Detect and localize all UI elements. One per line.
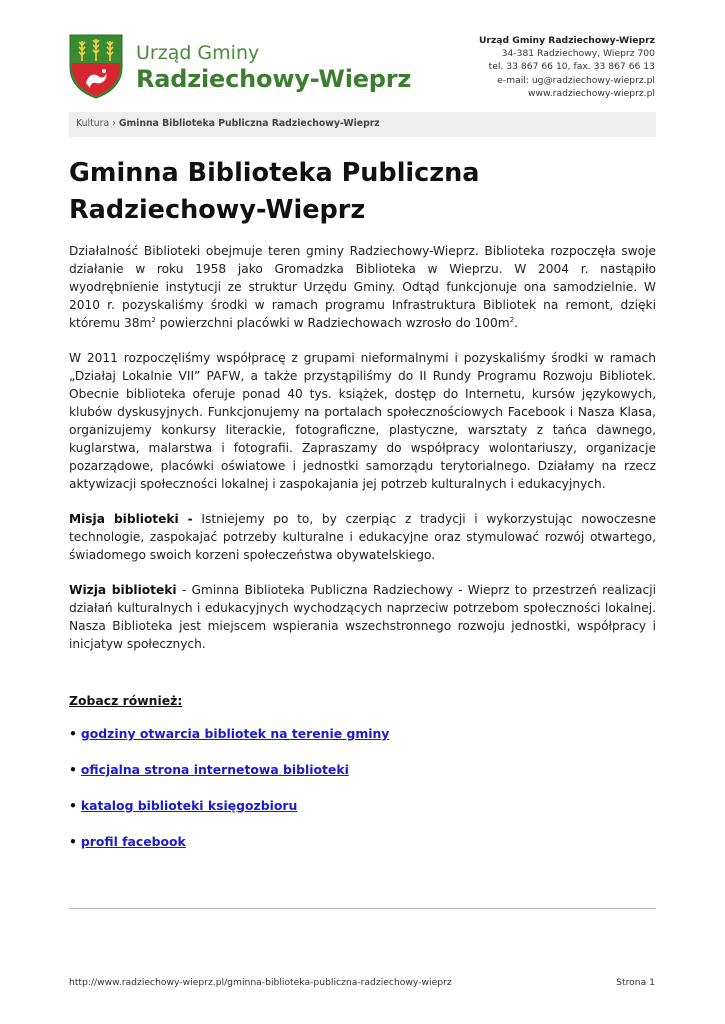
link-library-catalog[interactable]: katalog biblioteki księgozbioru bbox=[80, 798, 298, 813]
list-item bbox=[69, 762, 656, 798]
brand-name bbox=[136, 42, 411, 94]
brand-line-2: Radziechowy-Wieprz bbox=[136, 65, 412, 93]
divider bbox=[69, 908, 656, 909]
paragraph-history-text-c: . bbox=[514, 316, 519, 330]
contact-org: Urząd Gminy Radziechowy-Wieprz bbox=[478, 35, 655, 46]
coat-of-arms-icon bbox=[68, 33, 124, 99]
vision-label: Wizja biblioteki bbox=[69, 583, 177, 597]
breadcrumb bbox=[69, 112, 656, 137]
paragraph-history-text-b: powierzchni placówki w Radziechowach wzrosło do 100m bbox=[155, 316, 510, 330]
link-library-hours[interactable]: godziny otwarcia bibliotek na terenie gminy bbox=[80, 726, 390, 741]
article-body bbox=[69, 242, 656, 670]
contact-website[interactable]: www.radziechowy-wieprz.pl bbox=[528, 87, 655, 99]
bullet: • bbox=[69, 762, 77, 777]
mission-label: Misja biblioteki - bbox=[69, 512, 193, 526]
paragraph-activities: W 2011 rozpoczęliśmy współpracę z grupami nieformalnymi i pozyskaliśmy środki w ramach „Działaj Lokalnie VII” PAFW, a także przystąpiliśmy do II Rundy Programu Rozwoju Bibliotek. Obecnie biblioteka oferuje ponad 40 tys. książek, dostęp do Internetu, kursów językowych, klubów dyskusyjnych. Funkcjonujemy na portalach społecznościowych Facebook i Nasza Klasa, organizujemy konkursy literackie, fotograficzne, plastyczne, warsztaty z tańca dawnego, kuglarstwa, malarstwa i fotografii. Zapraszamy do współpracy wolontariuszy, organizacje pozarządowe, placówki oświatowe i jednostki samorządu terytorialnego. Działamy na rzecz aktywizacji społeczności lokalnej i zaspokajania jej potrzeb kulturalnych i edukacyjnych. bbox=[69, 351, 656, 491]
contact-block bbox=[479, 34, 655, 100]
list-item bbox=[69, 726, 656, 762]
contact-email[interactable]: e-mail: ug@radziechowy-wieprz.pl bbox=[497, 74, 655, 86]
superscript-2: 2 bbox=[509, 315, 515, 324]
footer-url[interactable]: http://www.radziechowy-wieprz.pl/gminna-biblioteka-publiczna-radziechowy-wieprz bbox=[69, 977, 452, 988]
paragraph-mission bbox=[69, 510, 656, 564]
bullet: • bbox=[69, 834, 77, 849]
breadcrumb-item-kultura[interactable]: Kultura bbox=[76, 118, 110, 129]
bullet: • bbox=[69, 726, 77, 741]
link-facebook-profile[interactable]: profil facebook bbox=[80, 834, 186, 849]
link-library-website[interactable]: oficjalna strona internetowa biblioteki bbox=[80, 762, 349, 777]
paragraph-history bbox=[69, 242, 656, 332]
bullet: • bbox=[69, 798, 77, 813]
paragraph-history-text-a: Działalność Biblioteki obejmuje teren gminy Radziechowy-Wieprz. Biblioteka rozpoczęła swoje działanie w roku 1958 jako Gromadzka Biblioteka w Wieprzu. W 2004 r. nastąpiło wyodrębnienie instytucji ze struktur Urzędu Gminy. Odtąd funkcjonuje ona samodzielnie. W 2010 r. pozyskaliśmy środki w ramach programu Infrastruktura Bibliotek na remont, dzięki któremu 38m bbox=[69, 244, 656, 330]
footer-page-number: Strona 1 bbox=[616, 977, 655, 988]
contact-phone: tel. 33 867 66 10, fax. 33 867 66 13 bbox=[488, 61, 655, 73]
paragraph-vision bbox=[69, 581, 656, 653]
brand-line-1: Urząd Gminy bbox=[136, 42, 260, 64]
breadcrumb-current: Gminna Biblioteka Publiczna Radziechowy-Wieprz bbox=[118, 118, 380, 129]
list-item bbox=[69, 834, 656, 870]
vision-text: - Gminna Biblioteka Publiczna Radziechowy - Wieprz to przestrzeń realizacji działań kulturalnych i edukacyjnych wychodzących naprzeciw potrzebom społeczności lokalnej. Nasza Biblioteka jest miejscem wspierania wszechstronnego rozwoju jednostki, współpracy i inicjatyw społecznych. bbox=[69, 583, 656, 651]
page-title: Gminna Biblioteka Publiczna Radziechowy-Wieprz bbox=[69, 158, 480, 225]
contact-address: 34-381 Radziechowy, Wieprz 700 bbox=[501, 48, 655, 60]
breadcrumb-separator: › bbox=[112, 118, 116, 129]
superscript-2: 2 bbox=[151, 315, 156, 324]
see-also-heading: Zobacz również: bbox=[69, 693, 183, 708]
list-item bbox=[69, 798, 656, 834]
mission-text: Istniejemy po to, by czerpiąc z tradycji i wykorzystując nowoczesne technologie, zaspokajać potrzeby kulturalne i edukacyjne oraz stymulować rozwój otwartego, świadomego swoich korzeni społeczeństwa obywatelskiego. bbox=[69, 512, 657, 562]
see-also-list bbox=[69, 726, 656, 870]
